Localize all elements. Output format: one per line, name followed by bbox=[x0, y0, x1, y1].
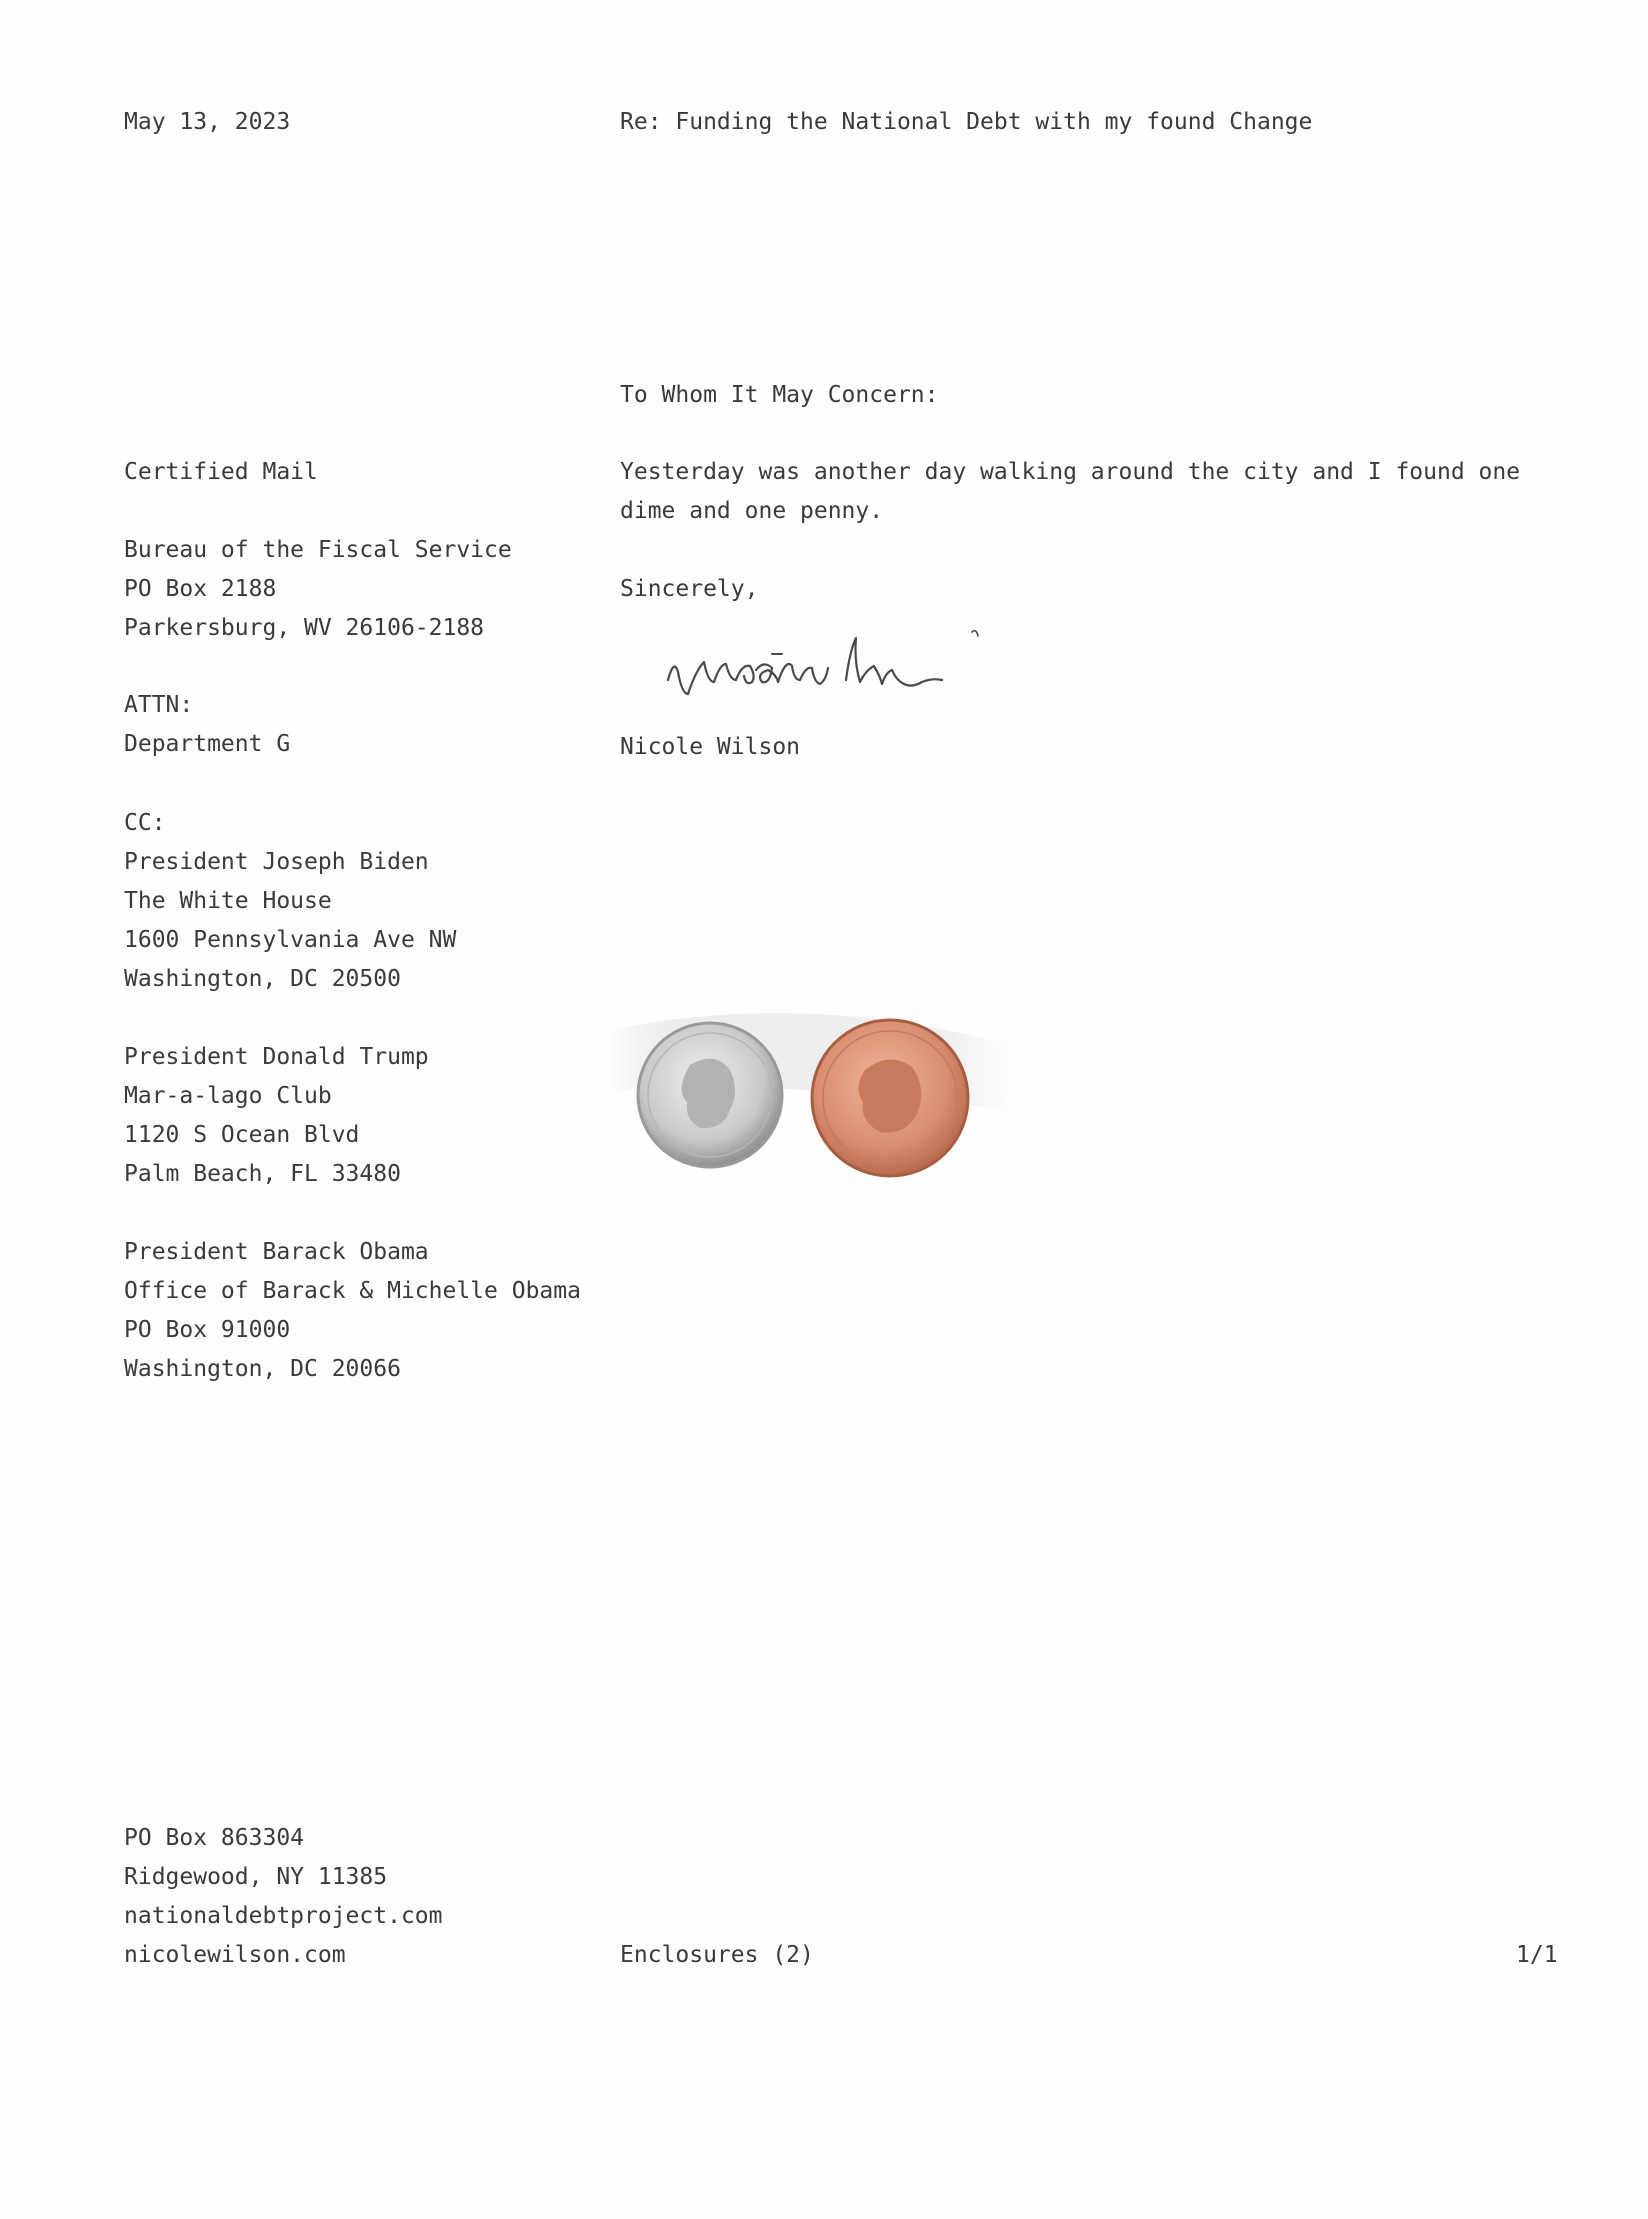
recipient-line: Bureau of the Fiscal Service bbox=[124, 537, 512, 563]
closing: Sincerely, bbox=[620, 576, 759, 602]
coins-image bbox=[605, 990, 1025, 1210]
dime-icon bbox=[638, 1023, 782, 1167]
letter-body bbox=[620, 453, 1520, 531]
cc-line: The White House bbox=[124, 888, 332, 914]
cc-line: Palm Beach, FL 33480 bbox=[124, 1161, 401, 1187]
cc-line: 1120 S Ocean Blvd bbox=[124, 1122, 360, 1148]
cc-line: Washington, DC 20500 bbox=[124, 966, 401, 992]
page-number: 1/1 bbox=[1516, 1942, 1558, 1968]
recipient-address bbox=[124, 531, 512, 648]
cc-line: President Joseph Biden bbox=[124, 849, 429, 875]
return-line: nicolewilson.com bbox=[124, 1942, 346, 1968]
attention-block bbox=[124, 686, 290, 764]
cc-line: PO Box 91000 bbox=[124, 1317, 291, 1343]
cc-entry bbox=[124, 1038, 429, 1194]
attn-value: Department G bbox=[124, 731, 291, 757]
return-line: Ridgewood, NY 11385 bbox=[124, 1864, 388, 1890]
body-line: Yesterday was another day walking around the city and I found one bbox=[620, 459, 1521, 485]
cc-line: President Donald Trump bbox=[124, 1044, 429, 1070]
cc-line: 1600 Pennsylvania Ave NW bbox=[124, 927, 457, 953]
recipient-line: PO Box 2188 bbox=[124, 576, 277, 602]
attn-label: ATTN: bbox=[124, 692, 194, 718]
cc-line: Washington, DC 20066 bbox=[124, 1356, 401, 1382]
penny-icon bbox=[812, 1020, 968, 1176]
cc-entry bbox=[124, 843, 456, 999]
mail-type: Certified Mail bbox=[124, 459, 318, 485]
enclosures: Enclosures (2) bbox=[620, 1942, 814, 1968]
return-address bbox=[124, 1819, 443, 1975]
letter-date: May 13, 2023 bbox=[124, 109, 291, 135]
cc-line: Mar-a-lago Club bbox=[124, 1083, 332, 1109]
return-line: nationaldebtproject.com bbox=[124, 1903, 443, 1929]
salutation: To Whom It May Concern: bbox=[620, 382, 939, 408]
signature-image bbox=[660, 610, 1010, 720]
recipient-line: Parkersburg, WV 26106-2188 bbox=[124, 615, 485, 641]
return-line: PO Box 863304 bbox=[124, 1825, 305, 1851]
cc-line: Office of Barack & Michelle Obama bbox=[124, 1278, 581, 1304]
cc-line: President Barack Obama bbox=[124, 1239, 429, 1265]
signer-name: Nicole Wilson bbox=[620, 734, 801, 760]
body-line: dime and one penny. bbox=[620, 498, 884, 524]
subject-line: Re: Funding the National Debt with my found Change bbox=[620, 109, 1313, 135]
cc-entry bbox=[124, 1233, 581, 1389]
cc-label: CC: bbox=[124, 810, 166, 836]
